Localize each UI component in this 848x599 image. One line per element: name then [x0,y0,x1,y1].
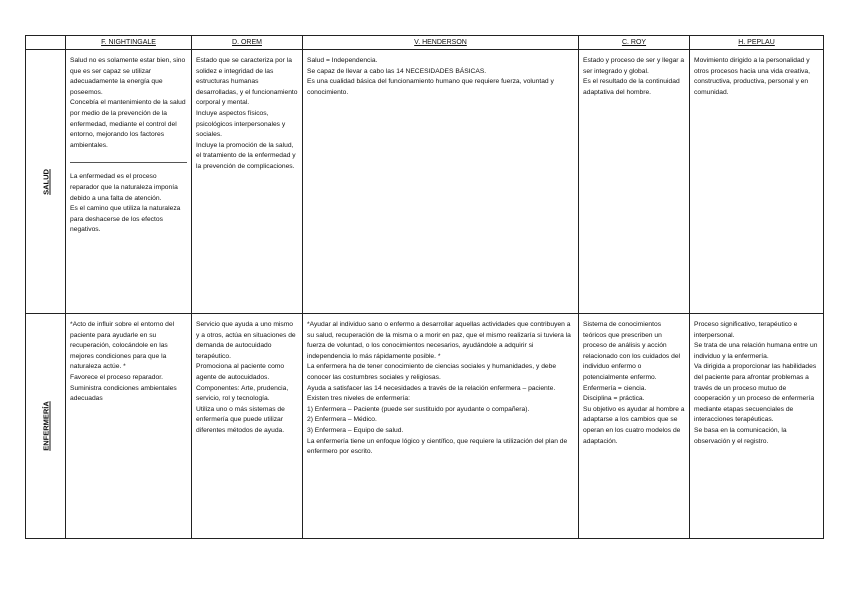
salud-nightingale-bottom: La enfermedad es el proceso reparador que la naturaleza imponía debido a una falta de atención. Es el camino que utiliza la naturaleza para deshacerse de los efectos negativos. [70,173,181,234]
salud-nightingale-top: Salud no es solamente estar bien, sino que es ser capaz se utilizar adecuadamente la energía que poseemos. Concebía el mantenimiento de la salud por medio de la prevención de la enfermedad, mediante el control del entorno, mejorando los factores ambientales. [70,57,186,149]
enfermeria-peplau-text: Proceso significativo, terapéutico e interpersonal. Se trata de una relación humana entre un individuo y la enfermería. Va dirigida a proporcionar las habilidades del paciente para afrontar problemas a través de un proceso mutuo de cooperación y un proceso de enfermería mediante etapas secuenciales de interacciones terapéuticas. Se basa en la comunicación, la observación y el registro. [694,321,818,445]
salud-peplau-text: Movimiento dirigido a la personalidad y otros procesos hacia una vida creativa, constructiva, productiva, personal y en comunidad. [694,57,810,96]
col-header-henderson: V. HENDERSON [303,36,579,50]
cell-salud-nightingale [66,50,192,314]
cell-salud-orem [192,50,303,314]
cell-enfermeria-orem [192,314,303,539]
row-label-enfermeria: ENFERMERÍA [41,401,50,451]
cell-salud-peplau [690,50,824,314]
col-header-nightingale: F. NIGHTINGALE [66,36,192,50]
cell-enfermeria-nightingale [66,314,192,539]
col-header-orem: D. OREM [192,36,303,50]
corner-cell [26,36,66,50]
cell-divider [70,162,187,163]
cell-enfermeria-peplau [690,314,824,539]
salud-roy-text: Estado y proceso de ser y llegar a ser integrado y global. Es el resultado de la continuidad adaptativa del hombre. [583,57,685,96]
enfermeria-nightingale-text: *Acto de influir sobre el entorno del paciente para ayudarle en su recuperación, colocándole en las mejores condiciones para que la naturaleza actúe. * Favorece el proceso reparador. Suministra condiciones ambientales adecuadas [70,321,177,403]
header-row [26,36,824,50]
row-header-salud [26,50,66,314]
cell-salud-henderson [303,50,579,314]
row-enfermeria [26,314,824,539]
cell-enfermeria-henderson [303,314,579,539]
enfermeria-roy-text: Sistema de conocimientos teóricos que prescriben un proceso de análisis y acción relacionado con los cuidados del individuo enfermo o potencialmente enfermo. Enfermería = ciencia. Disciplina = práctica. Su objetivo es ayudar al hombre a adaptarse a los cambios que se operan en los cuatro modelos de adaptación. [583,321,685,445]
row-salud [26,50,824,314]
cell-salud-roy [579,50,690,314]
col-header-roy: C. ROY [579,36,690,50]
theorists-table [25,35,824,539]
col-header-peplau: H. PEPLAU [690,36,824,50]
salud-orem-text: Estado que se caracteriza por la solidez e integridad de las estructuras humanas desarrolladas, y el funcionamiento corporal y mental. Incluye aspectos físicos, psicológicos interpersonales y sociales. Incluye la promoción de la salud, el tratamiento de la enfermedad y la prevención de complicaciones. [196,57,298,170]
salud-henderson-text: Salud = Independencia. Se capaz de llevar a cabo las 14 NECESIDADES BÁSICAS. Es una cualidad básica del funcionamiento humano que requiere fuerza, voluntad y conocimiento. [307,57,554,96]
row-header-enfermeria [26,314,66,539]
enfermeria-henderson-text: *Ayudar al individuo sano o enfermo a desarrollar aquellas actividades que contribuyen a su salud, recuperación de la misma o a morir en paz, que el mismo realizaría si tuviera la fuerza de voluntad, o los conocimientos necesarios, ayudándole a adquirir si independencia lo más rápidamente posible. * La enfermera ha de tener conocimiento de ciencias sociales y humanidades, y debe conocer las costumbres sociales y religiosas. Ayuda a satisfacer las 14 necesidades a través de la relación enfermera – paciente. Existen tres niveles de enfermería: 1) Enfermera – Paciente (puede ser sustituido por ayudante o compañera). 2) Enfermera – Médico. 3) Enfermera – Equipo de salud. La enfermería tiene un enfoque lógico y científico, que requiere la utilización del plan de enfermero por escrito. [307,321,571,456]
row-label-salud: SALUD [41,168,50,195]
cell-enfermeria-roy [579,314,690,539]
enfermeria-orem-text: Servicio que ayuda a uno mismo y a otros, actúa en situaciones de demanda de autocuidado terapéutico. Promociona al paciente como agente de autocuidados. Componentes: Arte, prudencia, servicio, rol y tecnología. Utiliza uno o más sistemas de enfermería que puede utilizar diferentes métodos de ayuda. [196,321,296,434]
